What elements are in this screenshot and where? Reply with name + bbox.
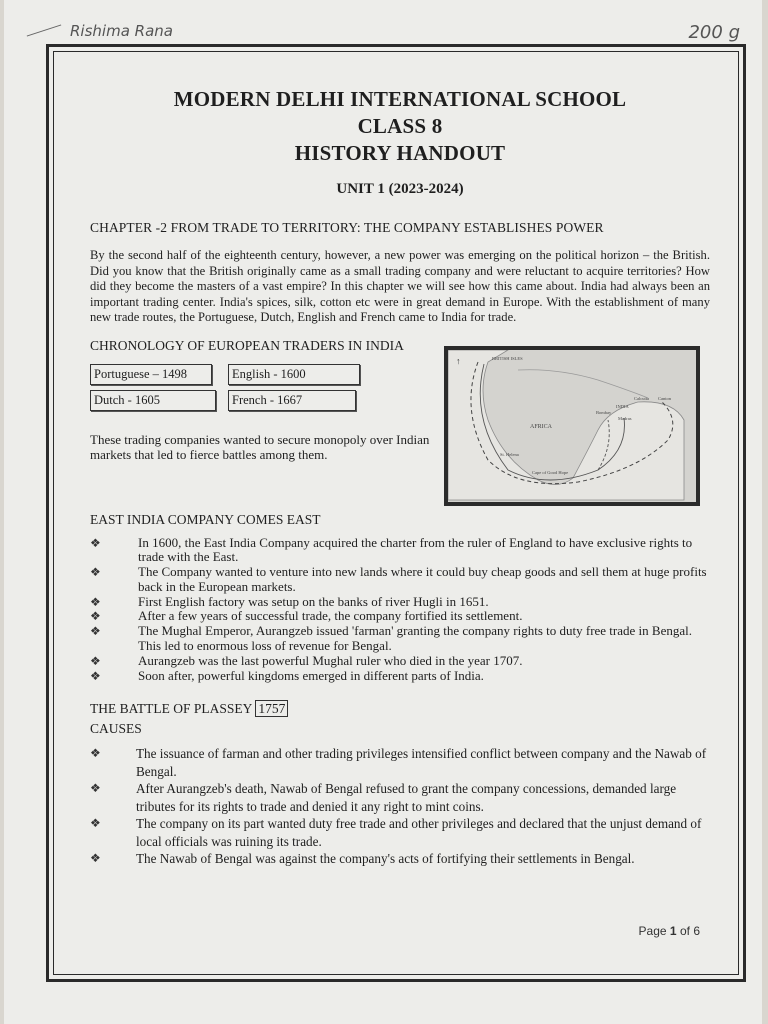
list-item [90,565,710,595]
page-current: 1 [669,924,677,938]
list-item-text: First English factory was setup on the banks of river Hugli in 1651. [138,593,489,609]
intro-paragraph: By the second half of the eighteenth century, however, a new power was emerging on the political horizon – the British. Did you know that the British originally came as a small trading company and were reluctant to acquire territories? How did they become the masters of a vast empire? In this chapter we will see how this came about. India had always been an important trading center. India's spices, silk, cotton etc were in great demand in Europe. With the establishment of many new trade routes, the Portuguese, Dutch, English and French came to India for trade. [90,248,710,324]
list-item [90,609,710,624]
page-total: 6 [693,924,700,938]
map-label-st-helena: St. Helena [500,451,519,457]
handwritten-note: 200 g [688,22,740,43]
school-name: MODERN DELHI INTERNATIONAL SCHOOL [173,87,627,111]
trader-english: English - 1600 [228,364,360,385]
page-word: Page [638,924,667,938]
map-label-calcutta: Calcutta [634,395,649,401]
chronology-title: CHRONOLOGY OF EUROPEAN TRADERS IN INDIA [90,337,404,353]
causes-list [90,745,710,868]
bullet-icon: ❖ [90,594,101,609]
list-item [90,654,710,669]
bullet-icon: ❖ [90,565,101,580]
map-label-bombay: Bombay [596,409,612,415]
chronology-section [90,338,710,508]
map-label-india: INDIA [616,403,629,409]
list-item-text: The Nawab of Bengal was against the company's acts of fortifying their settlements in Bengal. [136,851,635,867]
page-number [639,924,700,938]
east-india-list [90,536,710,684]
class-label: CLASS 8 [357,114,443,138]
list-item [90,850,710,868]
bullet-icon: ❖ [90,535,101,550]
handout-title: HISTORY HANDOUT [294,141,506,165]
trader-french: French - 1667 [228,390,356,411]
list-item-text: Soon after, powerful kingdoms emerged in different parts of India. [138,667,484,683]
bullet-icon: ❖ [90,746,101,761]
trade-route-map-drawing [448,350,696,502]
map-label-africa: AFRICA [530,423,553,430]
map-label-canton: Canton [658,395,671,401]
list-item [90,536,710,566]
plassey-heading [90,701,710,717]
bullet-icon: ❖ [90,653,101,668]
page-border [46,44,746,982]
list-item [90,624,710,654]
map-label-british-isles: BRITISH ISLES [492,355,523,361]
handwritten-name: Rishima Rana [70,22,173,40]
list-item [90,780,710,815]
page-border-inner [53,51,739,975]
plassey-year: 1757 [255,700,288,717]
bullet-icon: ❖ [90,781,101,796]
pen-stroke [27,24,62,36]
bullet-icon: ❖ [90,624,101,639]
list-item [90,815,710,850]
list-item [90,595,710,610]
bullet-icon: ❖ [90,668,101,683]
plassey-title: THE BATTLE OF PLASSEY [90,701,253,717]
north-arrow-icon: ↑ [456,355,461,366]
list-item-text: The issuance of farman and other trading privileges intensified conflict between company and the Nawab of Bengal. [136,746,707,779]
bullet-icon: ❖ [90,609,101,624]
of-word: of [679,924,690,938]
list-item-text: In 1600, the East India Company acquired the charter from the ruler of England to have exclusive rights to trade with the East. [138,534,693,565]
bullet-icon: ❖ [90,851,101,866]
list-item-text: The Mughal Emperor, Aurangzeb issued 'farman' granting the company rights to duty free trade in Bengal. This led to enormous loss of revenue for Bengal. [138,623,692,654]
list-item-text: Aurangzeb was the last powerful Mughal ruler who died in the year 1707. [138,652,523,668]
list-item-text: The Company wanted to venture into new lands where it could buy cheap goods and sell them at huge profits back in the European markets. [138,564,707,594]
handout-page [4,0,762,1024]
map-label-cape: Cape of Good Hope [532,469,569,475]
list-item-text: After a few years of successful trade, the company fortified its settlement. [138,608,523,624]
map-label-madras: Madras [618,415,632,421]
monopoly-note: These trading companies wanted to secure monopoly over Indian markets that led to fierce battles among them. [90,431,430,462]
page-content [90,86,710,868]
trade-route-map [444,346,700,506]
trader-portuguese: Portuguese – 1498 [90,364,212,385]
trader-dutch: Dutch - 1605 [90,390,216,411]
list-item-text: The company on its part wanted duty free trade and other privileges and declared that the unjust demand of local officials was ruining its trade. [136,816,702,849]
list-item [90,745,710,780]
causes-title: CAUSES [90,721,142,737]
list-item-text: After Aurangzeb's death, Nawab of Bengal refused to grant the company concessions, demanded large tributes for its rights to trade and denied it any right to mint coins. [136,781,677,814]
unit-label: UNIT 1 (2023-2024) [336,181,464,197]
list-item [90,669,710,684]
bullet-icon: ❖ [90,816,101,831]
east-india-title: EAST INDIA COMPANY COMES EAST [90,511,321,527]
chapter-title: CHAPTER -2 FROM TRADE TO TERRITORY: THE COMPANY ESTABLISHES POWER [90,220,604,235]
